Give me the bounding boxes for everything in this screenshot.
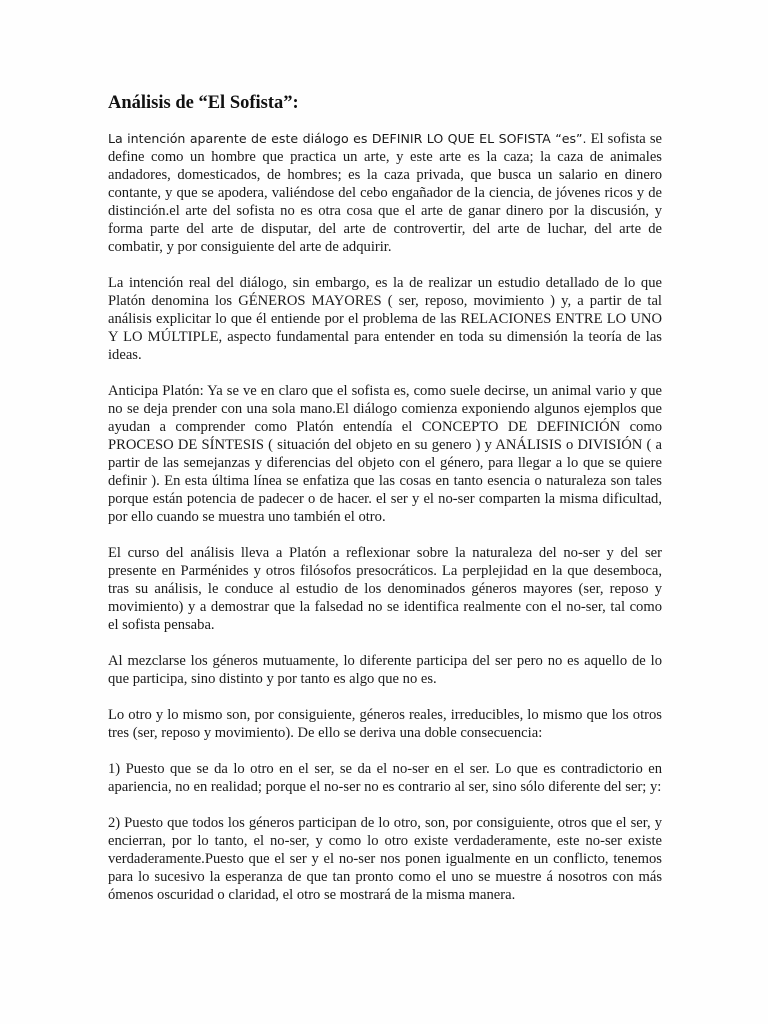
paragraph-curso-analisis: El curso del análisis lleva a Platón a reflexionar sobre la naturaleza del no-ser y del ser presente en Parménides y otros filósofos presocráticos. La perplejidad en la que desemboca, tras su análisis, le conduce al estudio de los denominados géneros mayores (ser, reposo y movimiento) y a demostrar que la falsedad no se identifica realmente con el no-ser, tal como el sofista pensaba. [108, 545, 662, 633]
paragraph-otro-mismo: Lo otro y lo mismo son, por consiguiente, géneros reales, irreducibles, lo mismo que los otros tres (ser, reposo y movimiento). De ello se deriva una doble consecuencia: [108, 707, 662, 741]
paragraph-real-intention: La intención real del diálogo, sin embargo, es la de realizar un estudio detallado de lo que Platón denomina los GÉNEROS MAYORES ( ser, reposo, movimiento ) y, a partir de tal análisis explicitar lo que él entiende por el problema de las RELACIONES ENTRE LO UNO Y LO MÚLTIPLE, aspecto fundamental para entender en toda su dimensión la teoría de las ideas. [108, 275, 662, 363]
paragraph-consecuencia-2: 2) Puesto que todos los géneros participan de lo otro, son, por consiguiente, otros que el ser, y encierran, por lo tanto, el no-ser, y como lo otro existe verdaderamente, este no-ser existe verdaderamente.Puesto que el ser y el no-ser nos ponen igualmente en un conflicto, tenemos para lo sucesivo la esperanza de que tan pronto como el uno se muestre á nosotros con más ómenos oscuridad o claridad, el otro se mostrará de la misma manera. [108, 815, 662, 903]
paragraph-consecuencia-1: 1) Puesto que se da lo otro en el ser, se da el no-ser en el ser. Lo que es contradictorio en apariencia, no en realidad; porque el no-ser no es contrario al ser, sino sólo diferente del ser; y: [108, 761, 662, 795]
document-title: Análisis de “El Sofista”: [108, 93, 299, 113]
paragraph-anticipa-platon: Anticipa Platón: Ya se ve en claro que el sofista es, como suele decirse, un animal vario y que no se deja prender con una sola mano.El diálogo comienza exponiendo algunos ejemplos que ayudan a comprender como Platón entendía el CONCEPTO DE DEFINICIÓN como PROCESO DE SÍNTESIS ( situación del objeto en su genero ) y ANÁLISIS o DIVISIÓN ( a partir de las semejanzas y diferencias del objeto con el género, para llegar a lo que se quiere definir ). En esta última línea se enfatiza que las cosas en tanto esencia o naturaleza son tales porque están potencia de padecer o de hacer. el ser y el no-ser comparten la misma dificultad, por ello cuando se muestra uno también el otro. [108, 383, 662, 525]
document-body [108, 92, 662, 922]
paragraph-mezcla-generos: Al mezclarse los géneros mutuamente, lo diferente participa del ser pero no es aquello de lo que participa, sino distinto y por tanto es algo que no es. [108, 653, 662, 687]
paragraph-apparent-intention [108, 130, 662, 256]
paragraph-rest: El sofista se define como un hombre que practica un arte, y este arte es la caza; la caza de animales andadores, domesticados, de hombres; es la caza privada, que busca un salario en dinero contante, y que se apodera, valiéndose del cebo engañador de la ciencia, de jóvenes ricos y de distinción.el arte del sofista no es otra cosa que el arte de ganar dinero por la discusión, y forma parte del arte de disputar, del arte de controvertir, del arte de luchar, del arte de combatir, y por consiguiente del arte de adquirir. [108, 131, 662, 255]
paragraph-lead-sans: La intención aparente de este diálogo es DEFINIR LO QUE EL SOFISTA “es”. [108, 131, 587, 146]
